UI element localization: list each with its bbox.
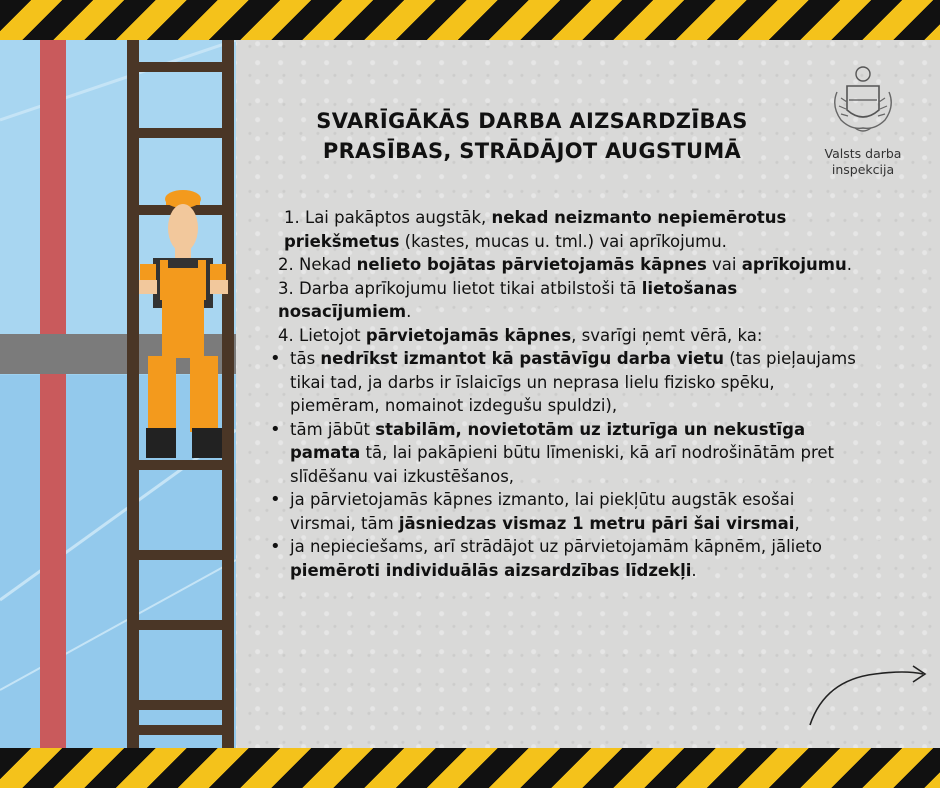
numbered-item	[262, 277, 862, 324]
bold-text: nedrīkst izmantot kā pastāvīgu darba vietu	[320, 349, 724, 368]
requirements-list	[262, 206, 862, 582]
bullet-item	[262, 535, 862, 582]
numbered-item	[262, 253, 862, 277]
hazard-stripe-top	[0, 0, 940, 40]
numbered-item	[262, 324, 862, 348]
hazard-stripe-bottom	[0, 748, 940, 788]
bullet-item	[262, 347, 862, 418]
text-span: ,	[794, 513, 800, 533]
bullet-item	[262, 418, 862, 489]
coat-of-arms-icon	[823, 62, 903, 142]
text-span: .	[406, 302, 412, 321]
text-span: , svarīgi ņemt vērā, ka:	[571, 325, 763, 345]
text-span: Lai pakāptos augstāk,	[305, 208, 492, 227]
text-span: (kastes, mucas u. tml.) vai aprīkojumu.	[399, 231, 727, 251]
text-span: ja pārvietojamās kāpnes izmanto, lai piekļūtu augstāk esošai virsmai, tām	[290, 490, 795, 533]
scaffold-illustration	[0, 40, 236, 748]
text-span: Darba aprīkojumu lietot tikai atbilstoši tā	[299, 278, 642, 298]
text-span: ja nepieciešams, arī strādājot uz pārvietojamām kāpnēm, jālieto	[290, 537, 822, 556]
item-number: 2.	[278, 255, 299, 274]
item-number: 1.	[284, 208, 305, 227]
bold-text: nelieto bojātas pārvietojamās kāpnes	[356, 255, 707, 274]
text-span: vai	[706, 255, 742, 274]
text-span: Nekad	[299, 255, 357, 274]
title-line-1: SVARĪGĀKĀS DARBA AIZSARDZĪBAS	[316, 109, 748, 133]
bold-text: nekad neizmanto nepiemērotus priekšmetus	[284, 208, 787, 251]
logo-line-2: inspekcija	[831, 162, 895, 177]
item-number: 3.	[278, 278, 299, 298]
numbered-list	[262, 206, 862, 347]
text-span: .	[846, 255, 852, 274]
logo	[808, 62, 918, 178]
title-line-2: PRASĪBAS, STRĀDĀJOT AUGSTUMĀ	[322, 139, 742, 163]
bold-text: jāsniedzas vismaz 1 metru pāri šai virsmai	[398, 513, 795, 533]
page-title	[272, 106, 792, 166]
numbered-item	[262, 206, 862, 253]
item-number: 4.	[278, 325, 299, 345]
text-span: tās	[290, 349, 321, 368]
bold-text: lietošanas nosacījumiem	[278, 278, 738, 321]
logo-line-1: Valsts darba	[824, 146, 902, 161]
bold-text: piemēroti individuālās aizsardzības līdzekļi	[290, 560, 692, 580]
bold-text: stabilām, novietotām uz izturīga un nekustīga pamata	[290, 419, 806, 462]
text-span: (tas pieļaujams tikai tad, ja darbs ir īslaicīgs un neprasa lielu fizisko spēku, piemēram, nomainot izdegušu spuldzi),	[290, 349, 856, 415]
text-span: tām jābūt	[290, 419, 376, 439]
bold-text: pārvietojamās kāpnes	[365, 325, 572, 345]
text-span: Lietojot	[299, 325, 366, 345]
curved-arrow-icon	[805, 660, 935, 730]
bullet-list	[262, 347, 862, 582]
text-span: .	[691, 560, 697, 580]
text-span: tā, lai pakāpieni būtu līmeniski, kā arī nodrošinātām pret slīdēšanu vai izkustēšanos,	[290, 443, 834, 486]
bold-text: aprīkojumu	[741, 255, 847, 274]
bullet-item	[262, 488, 862, 535]
